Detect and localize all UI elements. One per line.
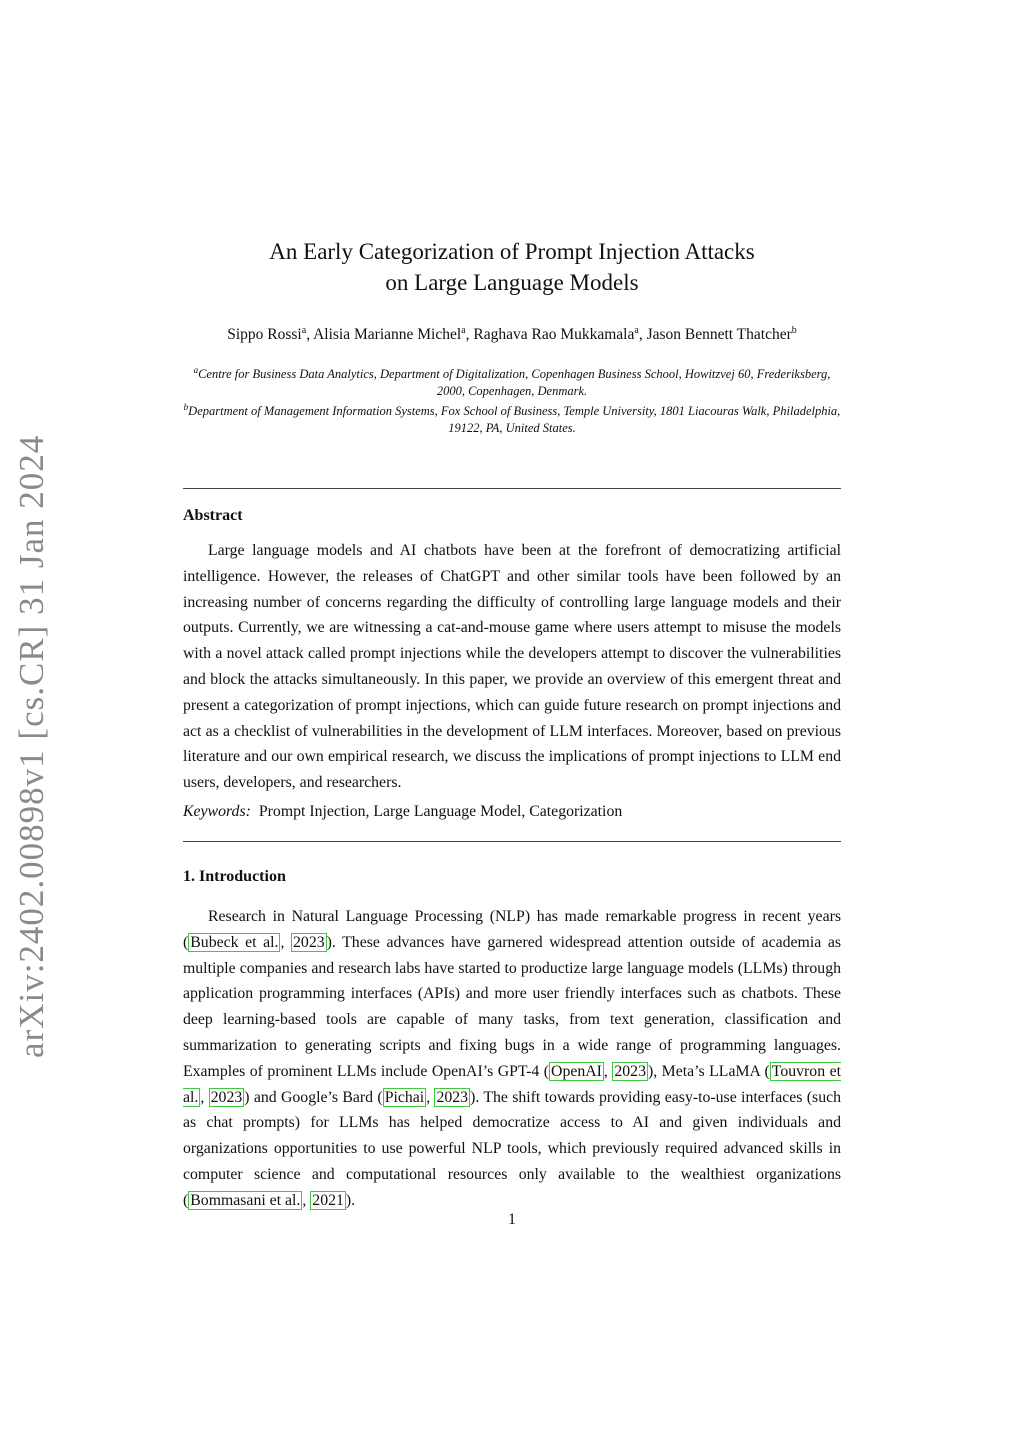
author-name: Jason Bennett Thatcher <box>646 326 792 344</box>
affiliation-text: Centre for Business Data Analytics, Department of Digitalization, Copenhagen Business School, Howitzvej 60, Frederiksberg, 2000, Copenhagen, Denmark. <box>198 367 831 398</box>
affiliations <box>180 362 844 436</box>
affiliation-mark: b <box>183 402 189 413</box>
citation-link[interactable]: 2023 <box>436 1088 469 1106</box>
citation-link[interactable]: 2023 <box>210 1088 243 1106</box>
author-name: Raghava Rao Mukkamala <box>473 326 635 344</box>
author-separator: , <box>638 326 647 344</box>
abstract-heading: Abstract <box>183 507 243 524</box>
author-separator: , <box>306 326 314 344</box>
author-separator: , <box>465 326 474 344</box>
citation-link[interactable]: 2023 <box>614 1062 646 1080</box>
page-number: 1 <box>508 1211 516 1228</box>
arxiv-identifier-stamp: arXiv:2402.00898v1 [cs.CR] 31 Jan 2024 <box>12 434 51 1058</box>
citation-link[interactable]: Bubeck et al. <box>190 933 279 951</box>
author-list <box>150 325 874 344</box>
author-affiliation-mark: a <box>634 325 639 336</box>
affiliation-b <box>180 399 844 436</box>
abstract-paragraph: Large language models and AI chatbots have been at the forefront of democratizing artificial intelligence. However, the releases of ChatGPT and other similar tools have been followed by an increasing number of concerns regarding the difficulty of controlling large language models and their outputs. Currently, we are witnessing a cat-and-mouse game where users attempt to misuse the models with a novel attack called prompt injections while the developers attempt to discover the vulnerabilities and block the attacks simultaneously. In this paper, we provide an overview of this emergent threat and present a categorization of prompt injections, which can guide future research on prompt injections and act as a checklist of vulnerabilities in the development of LLM interfaces. Moreover, based on previous literature and our own empirical research, we discuss the implications of prompt injections to LLM end users, developers, and researchers. <box>183 542 841 792</box>
author-name: Sippo Rossi <box>227 326 302 344</box>
affiliation-a <box>180 362 844 399</box>
author-affiliation-mark: a <box>461 325 466 336</box>
title-line-1: An Early Categorization of Prompt Injection Attacks <box>269 239 755 264</box>
abstract-top-rule <box>183 488 841 489</box>
citation-link[interactable]: Touvron et al. <box>183 1062 841 1106</box>
citation-link[interactable]: 2021 <box>312 1191 344 1209</box>
intro-text: Research in Natural Language Processing (NLP) has made remarkable progress in recent years ( <box>183 908 841 951</box>
keywords-label: Keywords: <box>183 803 251 820</box>
intro-text: ). <box>345 1191 356 1209</box>
introduction-body <box>183 904 841 1214</box>
keywords-text: Prompt Injection, Large Language Model, Categorization <box>258 803 623 820</box>
paper-title <box>150 236 874 298</box>
abstract-bottom-rule <box>183 841 841 842</box>
keywords <box>183 803 841 821</box>
intro-text: ), Meta’s LLaMA ( <box>647 1062 770 1080</box>
author-affiliation-mark: a <box>301 325 307 336</box>
abstract-body <box>183 538 841 796</box>
intro-text: ). These advances have garnered widespread attention outside of academia as multiple companies and research labs have started to productize large language models (LLMs) through application programming interfaces (APIs) and more user friendly interfaces such as chatbots. These deep learning-based tools are capable of many tasks, from text generation, classification and summarization to generating scripts and fixing bugs in a wide range of programming languages. Examples of prominent LLMs include OpenAI’s GPT-4 ( <box>183 933 841 1080</box>
author-name: Alisia Marianne Michel <box>313 326 462 344</box>
intro-text: ). The shift towards providing easy-to-use interfaces (such as chat prompts) for LLMs has helped democratize access to AI and given individuals and organizations opportunities to use powerful NLP tools, which previously required advanced skills in computer science and computational resources only available to the wealthiest organizations ( <box>183 1088 841 1209</box>
citation-link[interactable]: Bommasani et al. <box>190 1191 301 1209</box>
introduction-paragraph: Research in Natural Language Processing (NLP) has made remarkable progress in recent years ( Bubeck et al. , 2023 ). These advances have garnered widespread attention outside of academia as multiple companies and research labs have started to productize large language models (LLMs) through application programming interfaces (APIs) and more user friendly interfaces such as chatbots. These deep learning-based tools are capable of many tasks, from text generation, classification and summarization to generating scripts and fixing bugs in a wide range of programming languages. Examples of prominent LLMs include OpenAI’s GPT-4 ( OpenAI , 2023 ), Meta’s LLaMA ( Touvron et al. , 2023 ) and Google’s Bard ( Pichai , 2023 ). The shift towards providing easy-to-use interfaces (such as chat prompts) for LLMs has helped democratize access to AI and given individuals and organizations opportunities to use powerful NLP tools, which previously required advanced skills in computer science and computational resources only available to the wealthiest organizations ( Bommasani et al. , 2021 ). <box>183 908 841 1209</box>
citation-link[interactable]: Pichai <box>384 1088 425 1106</box>
citation-link[interactable]: 2023 <box>293 933 325 951</box>
author-affiliation-mark: b <box>791 325 797 336</box>
citation-link[interactable]: OpenAI <box>551 1062 602 1080</box>
affiliation-text: Department of Management Information Systems, Fox School of Business, Temple University, 1801 Liacouras Walk, Philadelphia, 19122, PA, United States. <box>188 404 841 435</box>
intro-text: ) and Google’s Bard ( <box>244 1088 383 1106</box>
affiliation-mark: a <box>193 365 199 375</box>
section-heading-introduction: 1. Introduction <box>183 868 286 885</box>
title-line-2: on Large Language Models <box>385 270 639 295</box>
